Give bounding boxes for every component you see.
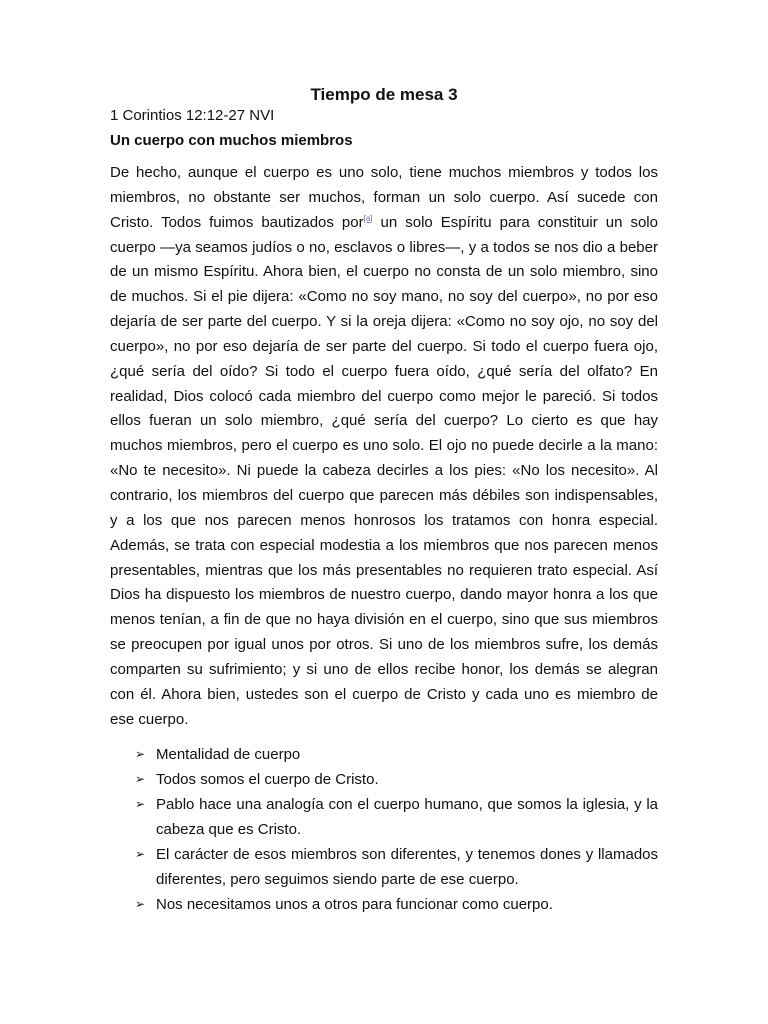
passage-text-rest: un solo Espíritu para constituir un solo cuerpo —ya seamos judíos o no, esclavos o libres—, y a todos se nos dio a beber de un mismo Espíritu. Ahora bien, el cuerpo no consta de un solo miembro, sino de muchos. Si el pie dijera: «Como no soy mano, no soy del cuerpo», no por eso dejaría de ser parte del cuerpo. Y si la oreja dijera: «Como no soy ojo, no soy del cuerpo», no por eso dejaría de ser parte del cuerpo. Si todo el cuerpo fuera ojo, ¿qué sería del oído? Si todo el cuerpo fuera oído, ¿qué sería del olfato? En realidad, Dios colocó cada miembro del cuerpo como mejor le pareció. Si todos ellos fueran un solo miembro, ¿qué sería del cuerpo? Lo cierto es que hay muchos miembros, pero el cuerpo es uno solo. El ojo no puede decirle a la mano: «No te necesito». Ni puede la cabeza decirles a los pies: «No los necesito». Al contrario, los miembros del cuerpo que parecen más débiles son indispensables, y a los que nos parecen menos honrosos los tratamos con honra especial. Además, se trata con especial modestia a los miembros que nos parecen menos presentables, mientras que los más presentables no requieren trato especial. Así Dios ha dispuesto los miembros de nuestro cuerpo, dando mayor honra a los que menos tenían, a fin de que no haya división en el cuerpo, sino que sus miembros se preocupen por igual unos por otros. Si uno de los miembros sufre, los demás comparten su sufrimiento; y si uno de ellos recibe honor, los demás se alegran con él. Ahora bien, ustedes son el cuerpo de Cristo y cada uno es miembro de ese cuerpo.: [110, 213, 658, 728]
list-item: [110, 842, 658, 892]
arrow-bullet-icon: ➢: [135, 897, 146, 912]
document-title: Tiempo de mesa 3: [310, 85, 458, 104]
list-item: [110, 767, 658, 792]
footnote-link[interactable]: [a]: [363, 213, 373, 223]
arrow-bullet-icon: ➢: [135, 797, 146, 812]
list-item: [110, 792, 658, 842]
list-item: [110, 892, 658, 917]
reflection-list: [110, 742, 658, 917]
list-item-text: Nos necesitamos unos a otros para funcionar como cuerpo.: [156, 896, 553, 914]
passage-text-start: De hecho, aunque el cuerpo es uno solo, tiene muchos miembros y todos los miembros, no obstante ser muchos, forman un solo cuerpo. Así sucede con Cristo. Todos fuimos bautizados por: [110, 164, 658, 231]
scripture-passage: [110, 161, 658, 732]
arrow-bullet-icon: ➢: [135, 747, 146, 762]
list-item-text: Mentalidad de cuerpo: [156, 746, 301, 764]
scripture-reference: 1 Corintios 12:12-27 NVI: [110, 107, 275, 124]
list-item-text: Todos somos el cuerpo de Cristo.: [156, 771, 379, 789]
document-page: [110, 84, 658, 917]
list-item: [110, 742, 658, 767]
passage-heading: Un cuerpo con muchos miembros: [110, 132, 353, 149]
list-item-text: El carácter de esos miembros son diferentes, y tenemos dones y llamados diferentes, pero seguimos siendo parte de ese cuerpo.: [156, 846, 658, 889]
arrow-bullet-icon: ➢: [135, 847, 146, 862]
arrow-bullet-icon: ➢: [135, 772, 146, 787]
list-item-text: Pablo hace una analogía con el cuerpo humano, que somos la iglesia, y la cabeza que es Cristo.: [156, 796, 658, 839]
